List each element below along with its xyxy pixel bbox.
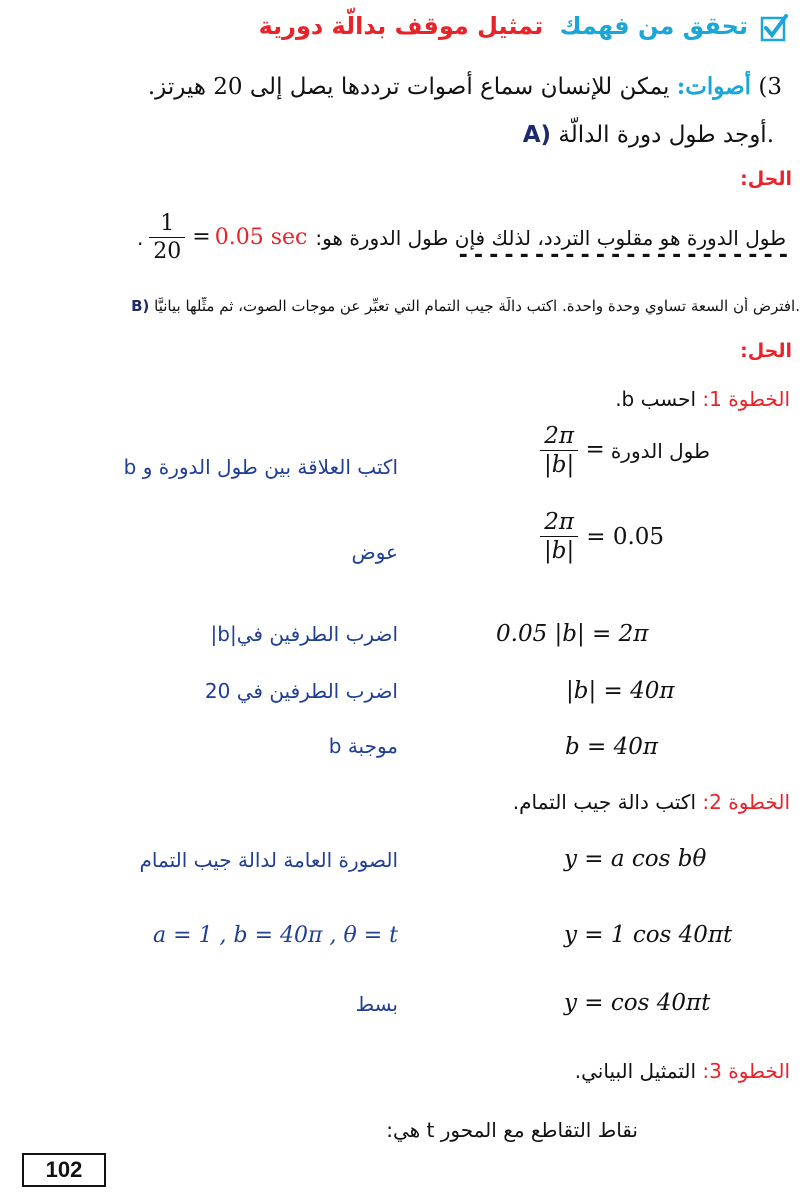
part-a-letter: A): [522, 122, 552, 148]
solution-label-b: الحل:: [740, 340, 792, 362]
step1-eq-5: b = 40π: [565, 734, 658, 760]
step2-note-1: الصورة العامة لدالة جيب التمام: [139, 848, 398, 872]
part-a-solution-text: طول الدورة هو مقلوب التردد، لذلك فإن طول الدورة هو:: [315, 225, 786, 250]
part-a-question: [523, 122, 774, 148]
step1-note-5: b موجبة: [328, 734, 398, 758]
part-a-text: أوجد طول دورة الدالّة.: [558, 122, 774, 148]
step-3-label: الخطوة 3:: [702, 1059, 790, 1083]
step-3-intercepts-text: نقاط التقاطع مع المحور t هي:: [386, 1118, 638, 1142]
step2-eq-3: y = cos 40πt: [564, 990, 711, 1016]
step-3-text: التمثيل البياني.: [574, 1059, 697, 1083]
checkbox-icon: [760, 14, 788, 42]
step1-note-2: عوض: [351, 540, 398, 564]
part-b-letter: B): [131, 297, 150, 315]
step1-eq2-fraction: [540, 510, 578, 563]
step1-eq2-rhs: = 0.05: [586, 523, 665, 550]
step2-eq-1: y = a cos bθ: [564, 846, 707, 872]
step-1-label: الخطوة 1:: [702, 387, 790, 411]
period-result: 0.05 sec: [214, 225, 308, 251]
step1-eq-4: |b| = 40π: [566, 678, 675, 704]
step1-note-3: اضرب الطرفين في|b|: [210, 622, 398, 646]
step1-note-1: اكتب العلاقة بين طول الدورة و b: [123, 455, 398, 479]
separator-line: ----------------------: [456, 243, 792, 268]
step-2-heading: [513, 790, 790, 814]
step-2-text: اكتب دالة جيب التمام.: [512, 790, 697, 814]
fraction-denominator: 20: [149, 237, 185, 263]
problem-text: يمكن للإنسان سماع أصوات ترددها يصل إلى 20 هيرتز.: [147, 74, 670, 100]
step1-eq-3: 0.05 |b| = 2π: [496, 621, 649, 647]
step-1-heading: [615, 387, 790, 411]
header-part1: تحقق من فهمك: [559, 12, 748, 40]
step1-eq2-den: |b|: [540, 536, 578, 563]
period-word: طول الدورة: [610, 438, 710, 463]
problem-number: 3): [758, 74, 782, 100]
step1-eq2-num: 2π: [544, 509, 574, 535]
part-b-question: [0, 297, 800, 315]
section-header: [259, 12, 748, 40]
step2-note-2: a = 1 , b = 40π , θ = t: [153, 923, 398, 948]
header-part2: تمثيل موقف بدالّة دورية: [258, 12, 544, 40]
step-2-label: الخطوة 2:: [702, 790, 790, 814]
step-3-heading: [575, 1059, 790, 1083]
step1-eq1-fraction: [540, 424, 578, 477]
problem-label: أصوات:: [676, 73, 752, 100]
step1-eq1-num: 2π: [544, 423, 574, 449]
step1-note-4: اضرب الطرفين في 20: [204, 679, 398, 703]
step2-eq-2: y = 1 cos 40πt: [564, 922, 733, 948]
solution-label-a: الحل:: [740, 168, 792, 190]
part-a-dot: .: [136, 225, 144, 250]
problem-statement: [148, 73, 782, 100]
step2-note-3: بسط: [355, 992, 398, 1016]
step-1-text: احسب b.: [615, 387, 697, 411]
fraction-numerator: 1: [160, 211, 175, 236]
step1-eq-1: $\frac{2\pi}{|b|}$ = طول الدورة: [540, 424, 710, 477]
period-fraction: [149, 212, 185, 263]
part-b-text: افترض أن السعة تساوي وحدة واحدة. اكتب دالّة جيب التمام التي تعبِّر عن موجات الصوت، ثم مثِّلها بيانيًّا.: [154, 297, 800, 315]
page-number: 102: [22, 1153, 106, 1187]
step1-eq-2: [540, 510, 664, 563]
part-a-solution: . $\frac{1}{20}$ = 0.05 sec طول الدورة هو مقلوب التردد، لذلك فإن طول الدورة هو:: [136, 211, 786, 265]
step1-eq1-den: |b|: [540, 450, 578, 477]
